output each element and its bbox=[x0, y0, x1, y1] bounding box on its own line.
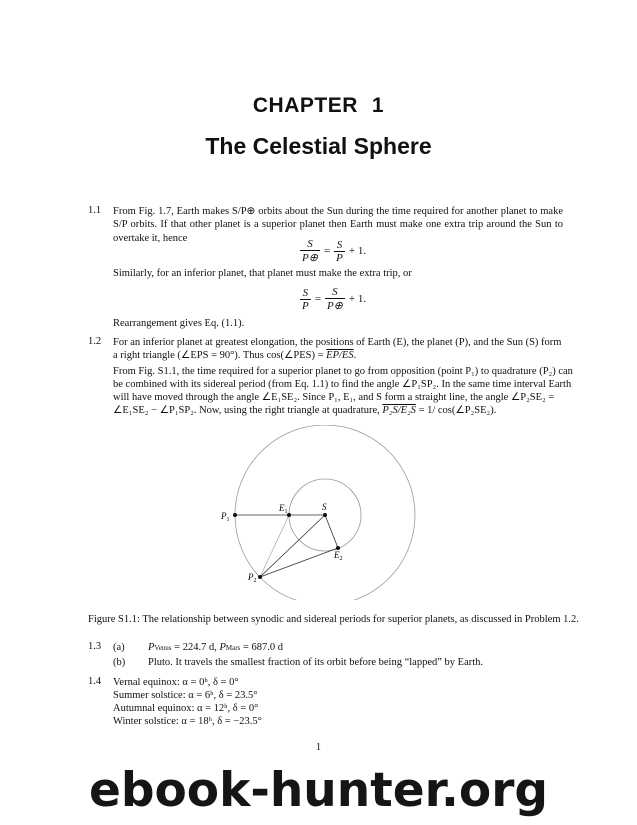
problem-1-2-para-2-line-3: will have moved through the angle ∠E₁SE₂. Since P₁, E₁, and S form a straight line, the angle ∠P₂SE₂ = bbox=[113, 392, 555, 403]
problem-1-4-line-2: Summer solstice: α = 6ʰ, δ = 23.5° bbox=[113, 690, 258, 701]
sun-e2-line bbox=[325, 515, 338, 548]
eq2-tail: + 1. bbox=[348, 293, 367, 305]
problem-number-1-4: 1.4 bbox=[88, 676, 102, 687]
chapter-label: CHAPTER bbox=[252, 94, 358, 117]
equation-inferior: $\frac{S}{P}$ = $\frac{S}{P\oplus}$ + 1. bbox=[302, 286, 367, 312]
problem-1-4-line-1: Vernal equinox: α = 0ʰ, δ = 0° bbox=[113, 677, 239, 688]
p-venus-value: 224.7 d, bbox=[182, 642, 217, 653]
period: . bbox=[353, 350, 357, 361]
problem-number-1-1: 1.1 bbox=[88, 205, 102, 216]
figure-orbits bbox=[200, 425, 440, 600]
label-sun: S bbox=[322, 502, 327, 512]
p-mars-value: 687.0 d bbox=[251, 642, 283, 653]
label-e2: $E_2$ bbox=[334, 550, 343, 562]
label-p2: $P_2$ bbox=[248, 572, 257, 584]
problem-1-4-line-4: Winter solstice: α = 18ʰ, δ = −23.5° bbox=[113, 716, 262, 727]
eq2-lhs-denominator: P bbox=[302, 299, 309, 312]
point-e1 bbox=[287, 513, 291, 517]
label-p1: $P_1$ bbox=[221, 511, 230, 523]
ep-es-ratio: EP/ES bbox=[326, 350, 354, 361]
page-number: 1 bbox=[315, 742, 322, 753]
equation-superior: $\frac{S}{P\oplus}$ = $\frac{S}{P}$ + 1. bbox=[302, 238, 367, 264]
problem-1-1-paragraph-3: Rearrangement gives Eq. (1.1). bbox=[113, 318, 245, 329]
eq1-lhs-numerator: S bbox=[307, 238, 313, 250]
eq1-lhs-denominator: P⊕ bbox=[302, 252, 318, 264]
outer-orbit bbox=[235, 425, 415, 600]
chapter-heading bbox=[0, 94, 637, 118]
point-p1 bbox=[233, 513, 237, 517]
problem-1-1-paragraph-2: Similarly, for an inferior planet, that planet must make the extra trip, or bbox=[113, 268, 412, 279]
problem-1-3-a-text: PVenus = 224.7 d, PMars = 687.0 d bbox=[148, 642, 283, 653]
eq1-rhs-numerator: S bbox=[336, 238, 343, 251]
chapter-number: 1 bbox=[371, 94, 385, 117]
point-p2 bbox=[258, 575, 262, 579]
chapter-title: The Celestial Sphere bbox=[205, 133, 432, 159]
eq1-rhs-denominator: P bbox=[336, 251, 343, 264]
cos-text: a right triangle (∠EPS = 90°). Thus cos(∠PES) = bbox=[113, 350, 327, 361]
cos-ratio-text: = 1/ cos(∠P₂SE₂). bbox=[415, 405, 497, 416]
problem-1-1-paragraph-1: From Fig. 1.7, Earth makes S/P⊕ orbits about the Sun during the time required for another planet to make S/P orbits. If that other planet is a superior planet then Earth must make one extra trip around the Sun to overtake it, hence bbox=[113, 206, 563, 244]
figure-caption: Figure S1.1: The relationship between synodic and sidereal periods for superior planets, as discussed in Problem 1.2. bbox=[88, 614, 579, 625]
problem-1-2-line-1: For an inferior planet at greatest elongation, the positions of Earth (E), the planet (P), and the Sun (S) form bbox=[113, 337, 562, 348]
problem-1-2-para-2-line-2: be combined with its sidereal period (from Eq. 1.1) to find the angle ∠P₁SP₂. In the same time interval Earth bbox=[113, 379, 572, 390]
label-e1: $E_1$ bbox=[279, 503, 288, 515]
problem-1-2-para-2-line-4 bbox=[113, 404, 496, 417]
problem-1-3-a-label: (a) bbox=[113, 642, 125, 653]
problem-1-2-para-2-line-1: From Fig. S1.1, the time required for a superior planet to go from opposition (point P₁) to quadrature (P₂) can bbox=[113, 366, 573, 377]
angle-text: ∠E₁SE₂ − ∠P₁SP₂. Now, using the right triangle at quadrature, bbox=[113, 405, 383, 416]
sun-p2-line bbox=[260, 515, 325, 577]
problem-number-1-3: 1.3 bbox=[88, 641, 102, 652]
p2s-e2s-ratio: P₂S/E₂S bbox=[382, 405, 416, 416]
problem-1-3-b-label: (b) bbox=[113, 657, 126, 668]
eq2-rhs-denominator: P⊕ bbox=[326, 300, 343, 312]
problem-1-2-line-2 bbox=[113, 349, 356, 362]
eq2-rhs-numerator: S bbox=[332, 286, 338, 298]
point-sun bbox=[323, 513, 327, 517]
watermark-text: ebook-hunter.org bbox=[88, 763, 549, 818]
problem-number-1-2: 1.2 bbox=[88, 336, 102, 347]
problem-1-3-b-text: Pluto. It travels the smallest fraction of its orbit before being “lapped” by Earth. bbox=[148, 657, 484, 668]
eq2-lhs-numerator: S bbox=[302, 286, 309, 299]
eq1-tail: + 1. bbox=[348, 245, 367, 257]
problem-1-4-line-3: Autumnal equinox: α = 12ʰ, δ = 0° bbox=[113, 703, 259, 714]
